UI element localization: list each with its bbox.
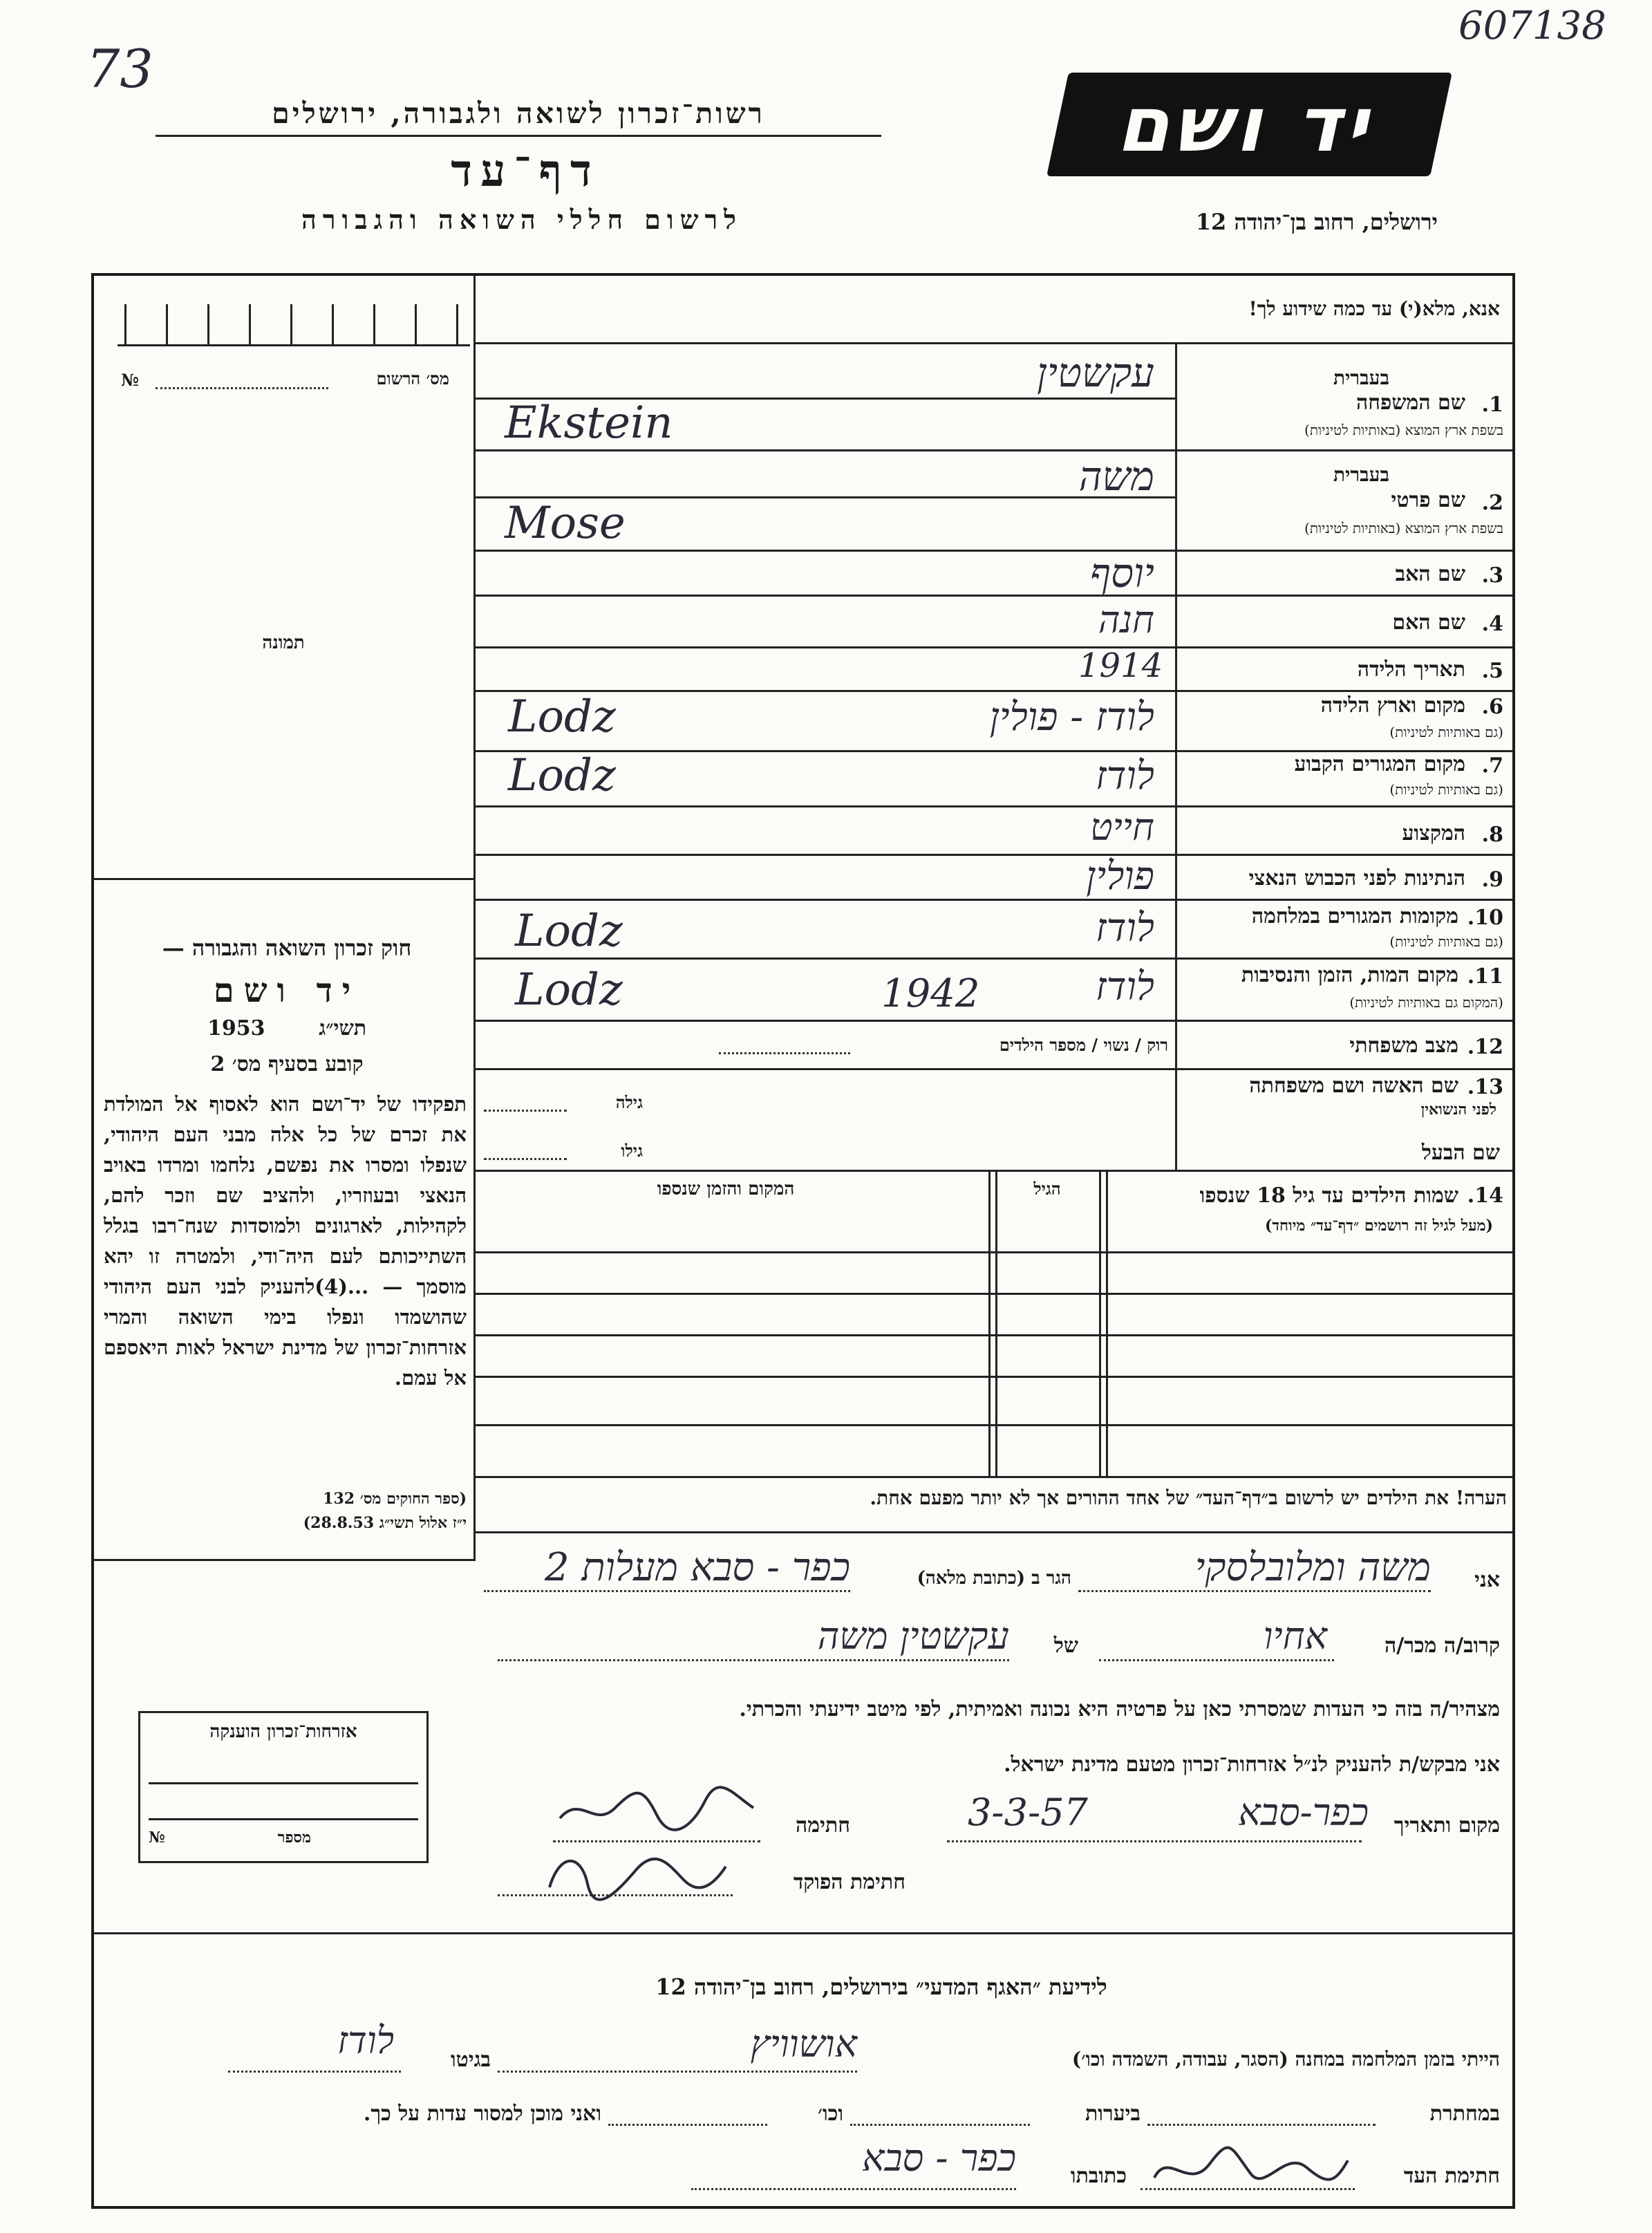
field-2-label: שם פרטי — [1391, 488, 1465, 512]
official-signature — [539, 1846, 733, 1901]
declarant-residing-label: הגר ב (כתובת מלאה) — [917, 1568, 1071, 1589]
corner-number-left: 73 — [86, 38, 153, 100]
field-4-value-he: חנה — [1098, 598, 1154, 642]
signature-dots — [553, 1840, 760, 1842]
children-col-age: הגיל — [1033, 1179, 1061, 1199]
ready-text: ואני מוכן למסור עדות על כך. — [363, 2102, 601, 2126]
underground-dots — [1147, 2124, 1376, 2126]
children-col-4 — [995, 1172, 997, 1476]
declarant-bottom-line — [93, 1932, 1514, 1934]
field-3-label: שם האב — [1395, 562, 1465, 586]
field-7-num: 7. — [1481, 754, 1503, 778]
field-4-num: 4. — [1481, 612, 1503, 636]
field-6-num: 6. — [1481, 695, 1503, 719]
register-no-field — [156, 387, 328, 389]
field-13-sub: לפני הנשואין — [1420, 1101, 1496, 1119]
field-5-num: 5. — [1481, 659, 1503, 683]
declarant-name-dots — [1078, 1590, 1431, 1592]
logo-text: יד ושם — [1112, 80, 1387, 169]
law-text: תפקידו של יד־ושם הוא לאסוף אל המולדת את זכרם של כל אלה מבני העם היהודי, שנפלו ומסרו את נפשם, נלחמו ומרדו באויב הנאצי ובעוזריו, ולהציב שם וזכר להם, לקהילות, לארגונים ולמוסדות שנח־רבו בגלל השתייכותם לעם היה־ודי, ולמטרה זו יהא מוסמך — ...(4)להעניק לבני העם היהודי שהושמדו ונפלו בימי השואה והמרי אזרחות־זכרון של מדינת ישראל לאות היאספם אל עמם. — [104, 1092, 467, 1390]
of-label: של — [1053, 1634, 1078, 1658]
law-clause: קובע בסעיף מס׳ 2 — [210, 1052, 364, 1076]
children-num: 14. — [1467, 1184, 1503, 1208]
witness-sig-label: חתימת העד — [1403, 2164, 1500, 2188]
children-col-2 — [988, 1172, 991, 1476]
field-13-age-label: גילה — [615, 1092, 643, 1112]
field-11-sub: (המקום גם באותיות לטיניות) — [1349, 994, 1503, 1011]
date-value: 3-3-57 — [968, 1791, 1088, 1834]
husband-age-dots — [484, 1158, 567, 1160]
etc-dots — [608, 2124, 767, 2126]
field-1-value-latin: Ekstein — [505, 398, 673, 449]
field-11-value-latin: Lodz — [515, 964, 623, 1016]
children-row-3 — [476, 1376, 1512, 1378]
rule-10 — [476, 957, 1512, 960]
field-1-value-he: עקשטין — [1037, 349, 1154, 396]
field-5-value: 1914 — [1078, 646, 1163, 685]
law-name: יד ושם — [213, 971, 361, 1010]
field-2-value-latin: Mose — [505, 498, 626, 549]
note-line — [476, 1531, 1512, 1533]
field-7-label: מקום המגורים הקבוע — [1294, 752, 1465, 776]
field-8-value-he: חייט — [1090, 805, 1154, 849]
camp-value: אושוויץ — [750, 2022, 857, 2066]
children-label: שמות הילדים עד גיל 18 שנספו — [1199, 1184, 1458, 1208]
field-2-num: 2. — [1481, 491, 1503, 515]
field-4-label: שם האם — [1392, 610, 1465, 635]
law-year: 1953 — [207, 1016, 265, 1040]
field-7-sub: (גם באותיות לטיניות) — [1389, 781, 1503, 798]
field-7-value-he: לודז — [1095, 754, 1154, 798]
underground-label: במחתרת — [1429, 2102, 1500, 2126]
rule-4 — [476, 646, 1512, 648]
field-1-sub: בשפת ארץ המוצא (באותיות לטיניות) — [1304, 422, 1503, 438]
side-column-border — [473, 275, 476, 1561]
field-9-value-he: פולין — [1086, 854, 1154, 899]
instruction-line — [476, 342, 1512, 344]
instruction: אנא, מלא(י) עד כמה שידוע לך! — [1248, 297, 1500, 320]
field-6-sub: (גם באותיות לטיניות) — [1389, 724, 1503, 740]
rule-7 — [476, 805, 1512, 807]
children-header-line — [476, 1251, 1512, 1253]
field-2-value-he: משה — [1078, 453, 1154, 500]
declarant-i-label: אני — [1474, 1568, 1500, 1592]
rule-13 — [476, 1170, 1512, 1172]
field-11-value-year: 1942 — [881, 971, 980, 1016]
signature-label: חתימה — [796, 1813, 850, 1838]
field-12-dots — [719, 1052, 850, 1054]
relative-label: קרוב/ה מכר/ה — [1385, 1634, 1500, 1658]
citizenship-no-prefix: № — [149, 1829, 165, 1847]
yad-vashem-logo — [1046, 73, 1452, 176]
field-10-value-latin: Lodz — [515, 906, 623, 957]
authority-underline — [156, 135, 881, 137]
ghetto-value: לודז — [337, 2019, 394, 2062]
camp-label: הייתי בזמן המלחמה במחנה (הסגר, עבודה, השמדה וכו׳) — [1071, 2048, 1500, 2071]
field-1-num: 1. — [1481, 393, 1503, 417]
of-value: עקשטין משה — [817, 1614, 1009, 1658]
witness-sig-dots — [1141, 2188, 1355, 2190]
declarant-address-dots — [484, 1590, 850, 1592]
forests-label: ביערות — [1085, 2102, 1141, 2126]
field-12-options: רוק / נשוי / מספר הילדים — [999, 1035, 1168, 1055]
children-row-1 — [476, 1293, 1512, 1295]
children-col-1 — [1099, 1172, 1101, 1476]
citizenship-no-label: מספר — [277, 1829, 311, 1847]
side-photo-divider — [93, 878, 475, 880]
corner-number-right: 607138 — [1458, 3, 1606, 48]
declarant-signature — [553, 1780, 760, 1835]
law-ref-1: (ספר החוקים מס׳ 132 — [323, 1490, 467, 1508]
field-11-num: 11. — [1467, 964, 1503, 989]
law-ref-2: י״ז אלול תשי״ג 28.8.53) — [303, 1514, 467, 1532]
witness-address-dots — [691, 2188, 1016, 2190]
citizenship-box-title: אזרחות־זכרון הוענקה — [209, 1721, 357, 1742]
field-2-sub-he: בעברית — [1333, 463, 1389, 486]
field-6-value-latin: Lodz — [508, 691, 616, 742]
rule-12 — [476, 1068, 1512, 1070]
official-label: חתימת הפוקד — [793, 1870, 905, 1894]
field-8-num: 8. — [1481, 823, 1503, 847]
field-1-sub-he: בעברית — [1333, 366, 1389, 389]
camp-dots — [498, 2071, 857, 2073]
field-12-label: מצב משפחתי — [1349, 1034, 1458, 1058]
field-10-num: 10. — [1467, 906, 1503, 930]
official-dots — [498, 1894, 733, 1896]
rule-9 — [476, 899, 1512, 901]
children-sub: (מעל לגיל זה רושמים ״דף־עד״ מיוחד) — [1264, 1217, 1493, 1235]
field-8-label: המקצוע — [1402, 821, 1465, 845]
declarant-signature-scribble — [553, 1780, 760, 1835]
witness-address-label: כתובתו — [1070, 2164, 1127, 2188]
address: ירושלים, רחוב בן־יהודה 12 — [1195, 209, 1438, 235]
label-column-border — [1175, 344, 1177, 1170]
form-subtitle: לרשום חללי השואה והגבורה — [301, 204, 742, 235]
authority-title: רשות־זכרון לשואה ולגבורה, ירושלים — [272, 97, 765, 130]
field-2-sub: בשפת ארץ המוצא (באותיות לטיניות) — [1304, 520, 1503, 536]
place-date-dots — [947, 1840, 1362, 1842]
law-year-he: תשי״ג — [319, 1016, 366, 1040]
law-title: חוק זכרון השואה והגבורה — — [162, 935, 412, 961]
field-11-label: מקום המות, הזמן והנסיבות — [1241, 963, 1458, 987]
husband-age-label: גילו — [621, 1141, 643, 1161]
rule-5 — [476, 690, 1512, 692]
declare-text: מצהיר/ה בזה כי העדות שמסרתי כאן על פרטיה היא נכונה ואמיתית, לפי מיטב ידיעתי והכרתי. — [739, 1697, 1500, 1721]
field-9-label: הנתינות לפני הכבוש הנאצי — [1248, 866, 1465, 890]
rule-1 — [476, 449, 1512, 451]
bottom-title: לידיעת ״האגף המדעי״ בירושלים, רחוב בן־יהודה 12 — [655, 1974, 1107, 2000]
children-row-2 — [476, 1334, 1512, 1336]
ghetto-label: בגיטו — [450, 2048, 491, 2072]
children-col-place: המקום והזמן שנספו — [657, 1179, 795, 1199]
ghetto-dots — [228, 2071, 401, 2073]
field-13-label: שם האשה ושם משפחתה — [1249, 1074, 1458, 1098]
field-6-label: מקום וארץ הלידה — [1320, 693, 1465, 718]
children-col-3 — [1106, 1172, 1108, 1476]
place-value: כפר-סבא — [1238, 1791, 1369, 1834]
relation-value: אחיו — [1263, 1614, 1327, 1658]
official-signature-scribble — [539, 1846, 733, 1901]
field-13-age-dots — [484, 1110, 567, 1112]
citizenship-line-2 — [149, 1818, 418, 1820]
of-dots — [498, 1659, 1009, 1661]
declarant-address: כפר - סבא מעלות 2 — [545, 1545, 850, 1590]
register-no-label: מס׳ הרשום — [376, 368, 449, 389]
field-9-num: 9. — [1481, 868, 1503, 892]
field-1-label: שם המשפחה — [1355, 391, 1465, 415]
field-6-value-he: לודז - פולין — [989, 695, 1154, 740]
children-row-5 — [476, 1476, 1512, 1478]
children-note: הערה! את הילדים יש לרשום ב״דף־העד״ של אחד ההורים אך לא יותר מפעם אחת. — [870, 1486, 1507, 1509]
field-5-label: תאריך הלידה — [1357, 657, 1465, 682]
place-date-label: מקום ותאריך — [1393, 1813, 1500, 1838]
field-3-value-he: יוסף — [1089, 550, 1154, 597]
declarant-name: משה ומלובלסקי — [1194, 1545, 1431, 1590]
citizenship-line-1 — [149, 1782, 418, 1784]
field-10-sub: (גם באותיות לטיניות) — [1389, 933, 1503, 950]
field-11-value-he: לודז — [1095, 964, 1154, 1009]
request-text: אני מבקש/ת להעניק לנ״ל אזרחות־זכרון מטעם מדינת ישראל. — [1004, 1753, 1500, 1777]
field-10-value-he: לודז — [1095, 906, 1154, 951]
register-ticks — [124, 304, 463, 346]
children-row-4 — [476, 1424, 1512, 1426]
rule-11 — [476, 1020, 1512, 1022]
husband-label: שם הבעל — [1421, 1141, 1500, 1165]
field-13-num: 13. — [1467, 1075, 1503, 1099]
form-title: דף־עד — [451, 145, 600, 197]
field-12-num: 12. — [1467, 1035, 1503, 1059]
photo-label: תמונה — [262, 633, 305, 653]
witness-address-value: כפר - סבא — [862, 2136, 1016, 2180]
field-7-value-latin: Lodz — [508, 750, 616, 801]
register-no-prefix: № — [121, 370, 140, 390]
field-3-num: 3. — [1481, 563, 1503, 588]
relation-dots — [1099, 1659, 1334, 1661]
forests-dots — [850, 2124, 1030, 2126]
etc-label: וכו׳ — [818, 2102, 843, 2126]
field-10-label: מקומות המגורים במלחמה — [1251, 904, 1458, 928]
